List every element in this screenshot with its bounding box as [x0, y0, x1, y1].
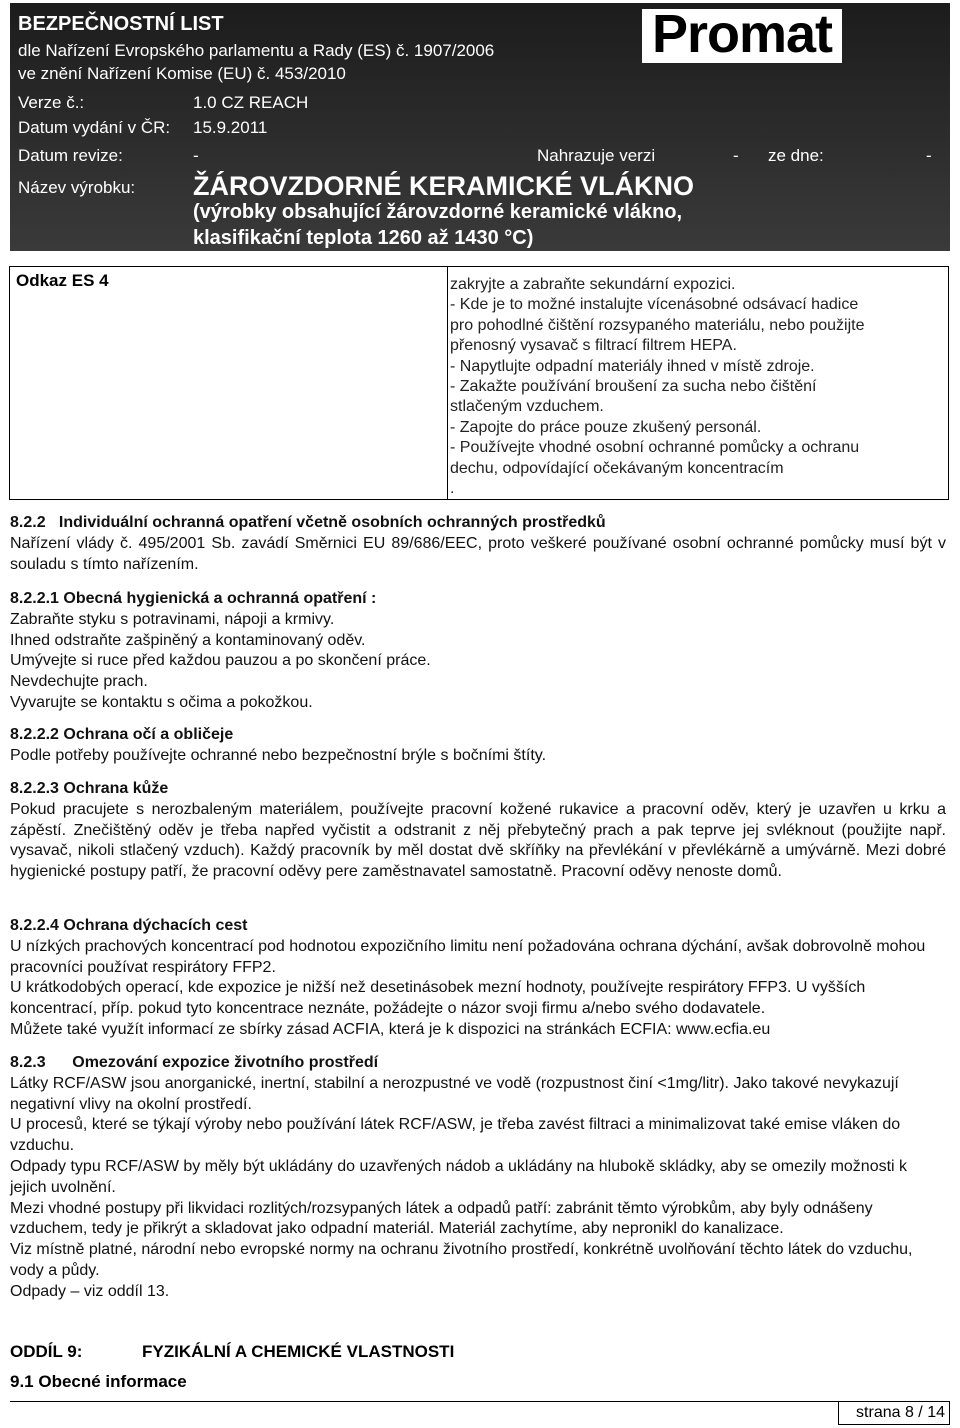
- issue-date-value: 15.9.2011: [193, 118, 268, 137]
- product-name: ŽÁROVZDORNÉ KERAMICKÉ VLÁKNO: [193, 171, 695, 201]
- box-line: dechu, odpovídající očekávaným koncentracím: [450, 459, 784, 477]
- page-number-box: [838, 1401, 950, 1425]
- section-heading: 8.2.3 Omezování expozice životního prostředí: [10, 1054, 379, 1071]
- section-heading: 8.2.2.1 Obecná hygienická a ochranná opatření :: [10, 590, 377, 607]
- section-paragraph: Mezi vhodné postupy při likvidaci rozlitých/rozsypaných látek a odpadů patří: zabránit těmto výrobkům, aby byly odnášeny vzduchem, tedy je přikrýt a skladovat jako odpadní materiál. Materiál zachytíme, aby nepronikl do kanalizace.: [10, 1199, 873, 1238]
- replaces-value: -: [733, 146, 739, 165]
- box-line: stlačeným vzduchem.: [450, 398, 604, 416]
- section-9-title: FYZIKÁLNÍ A CHEMICKÉ VLASTNOSTI: [142, 1342, 455, 1361]
- list-item: Vyvarujte se kontaktu s očima a pokožkou.: [10, 693, 313, 711]
- list-item: Nevdechujte prach.: [10, 673, 148, 691]
- list-item: Zabraňte styku s potravinami, nápoji a krmivy.: [10, 610, 335, 628]
- box-line: zakryjte a zabraňte sekundární expozici.: [450, 276, 736, 293]
- promat-logo: Promat: [642, 9, 842, 63]
- section-heading: 8.2.2.4 Ochrana dýchacích cest: [10, 917, 248, 934]
- revision-label: Datum revize:: [18, 146, 123, 165]
- box-line: - Zakažte používání broušení za sucha nebo čištění: [450, 378, 817, 396]
- revision-value: -: [193, 146, 199, 165]
- product-subtitle-2: klasifikační teplota 1260 až 1430 °C): [193, 227, 534, 249]
- version-label: Verze č.:: [18, 93, 85, 112]
- list-item: Umývejte si ruce před každou pauzou a po skončení práce.: [10, 652, 431, 670]
- section-paragraph: U krátkodobých operací, kde expozice je nižší než desetinásobek mezní hodnoty, používejte respirátory FFP3. U vyšších koncentrací, příp. pokud tyto koncentrace neznáte, požádejte o názor svoji firmu a/nebo svého dodavatele.: [10, 979, 866, 1018]
- box-line: - Používejte vhodné osobní ochranné pomůcky a ochranu: [450, 439, 860, 457]
- product-label: Název výrobku:: [18, 178, 136, 197]
- section-heading: 8.2.2.3 Ochrana kůže: [10, 780, 169, 797]
- regulation-line-2: ve znění Nařízení Komise (EU) č. 453/2010: [18, 64, 346, 83]
- from-date-label: ze dne:: [768, 146, 824, 165]
- section-paragraph: Viz místně platné, národní nebo evropské normy na ochranu životního prostředí, konkrétně uvolňování těchto látek do vzduchu, vody a půdy.: [10, 1241, 913, 1279]
- section-paragraph: U procesů, které se týkají výroby nebo používání látek RCF/ASW, je třeba zavést filtraci a minimalizovat také emise vláken do vzduchu.: [10, 1116, 901, 1155]
- box-line: - Zapojte do práce pouze zkušený personál.: [450, 418, 762, 436]
- section-8-2-2-4: [10, 916, 946, 1041]
- list-item: Ihned odstraňte zašpiněný a kontaminovaný oděv.: [10, 631, 366, 649]
- box-line: - Napytlujte odpadní materiály ihned v místě zdroje.: [450, 357, 815, 375]
- section-paragraph: Odpady typu RCF/ASW by měly být ukládány do uzavřených nádob a ukládány na hlubokě skládky, aby se omezily možnosti k jejich uvolnění.: [10, 1157, 908, 1196]
- regulation-line-1: dle Nařízení Evropského parlamentu a Rady (ES) č. 1907/2006: [18, 41, 495, 60]
- box-line: - Kde je to možné instalujte vícenásobné odsávací hadice: [450, 296, 859, 314]
- section-9-label: ODDÍL 9:: [10, 1342, 83, 1361]
- section-paragraph: U nízkých prachových koncentrací pod hodnotou expozičního limitu není požadována ochrana dýchání, avšak dobrovolně mohou pracovníci používat respirátory FFP2.: [10, 937, 926, 976]
- section-8-2-2-3: [10, 779, 946, 883]
- section-8-2-2-1: [10, 589, 946, 714]
- section-8-2-2-2: [10, 725, 946, 767]
- box-line: .: [450, 480, 455, 498]
- from-date-value: -: [926, 146, 932, 165]
- table-divider: [447, 267, 448, 499]
- section-text: Nařízení vlády č. 495/2001 Sb. zavádí Směrnici EU 89/686/EEC, proto veškeré používané osobní ochranné pomůcky musí být v souladu s tímto nařízením.: [10, 534, 946, 573]
- replaces-label: Nahrazuje verzi: [537, 146, 656, 165]
- box-line: pro pohodlné čištění rozsypaného materiálu, nebo použijte: [450, 316, 865, 334]
- es-reference-label: Odkaz ES 4: [16, 271, 109, 290]
- section-8-2-2: [10, 513, 946, 575]
- section-text: Pokud pracujete s nerozbaleným materiálem, používejte pracovní kožené rukavice a pracovní oděv, který je uzavřen u krku a zápěstí. Znečištěný oděv je třeba napřed vyčistit a odstranit z něj přebytečný prach a pak teprve jej svléknout (použijte např. vysavač, nikoli stlačený vzduch). Každý pracovník by měl dostat dvě skříňky na převlékání v převlékárně a umývárně. Mezi dobré hygienické postupy patří, že pracovní oděvy pere zaměstnavatel samostatně. Pracovní oděvy nenoste domů.: [10, 800, 946, 881]
- issue-date-label: Datum vydání v ČR:: [18, 118, 171, 137]
- section-9-1-heading: 9.1 Obecné informace: [10, 1372, 187, 1391]
- es-reference-table: [9, 266, 949, 500]
- product-subtitle-1: (výrobky obsahující žárovzdorné keramické vlákno,: [193, 201, 683, 223]
- document-title: BEZPEČNOSTNÍ LIST: [18, 13, 224, 35]
- section-heading: 8.2.2.2 Ochrana očí a obličeje: [10, 726, 234, 743]
- section-8-2-3: [10, 1053, 946, 1303]
- footer-rule: [10, 1401, 950, 1402]
- box-line: přenosný vysavač s filtrací filtrem HEPA.: [450, 337, 737, 355]
- section-paragraph: Můžete také využít informací ze sbírky zásad ACFIA, která je k dispozici na stránkách ECFIA: www.ecfia.eu: [10, 1020, 771, 1038]
- section-heading: 8.2.2 Individuální ochranná opatření včetně osobních ochranných prostředků: [10, 514, 606, 531]
- section-text: Podle potřeby používejte ochranné nebo bezpečnostní brýle s bočními štíty.: [10, 746, 547, 764]
- page-number: strana 8 / 14: [856, 1404, 945, 1421]
- version-value: 1.0 CZ REACH: [193, 93, 309, 112]
- es-reference-text: [450, 275, 940, 499]
- section-paragraph: Odpady – viz oddíl 13.: [10, 1282, 170, 1300]
- section-paragraph: Látky RCF/ASW jsou anorganické, inertní, stabilní a nerozpustné ve vodě (rozpustnost činí <1mg/litr). Jako takové nevykazují negativní vlivy na okolní prostředí.: [10, 1074, 899, 1113]
